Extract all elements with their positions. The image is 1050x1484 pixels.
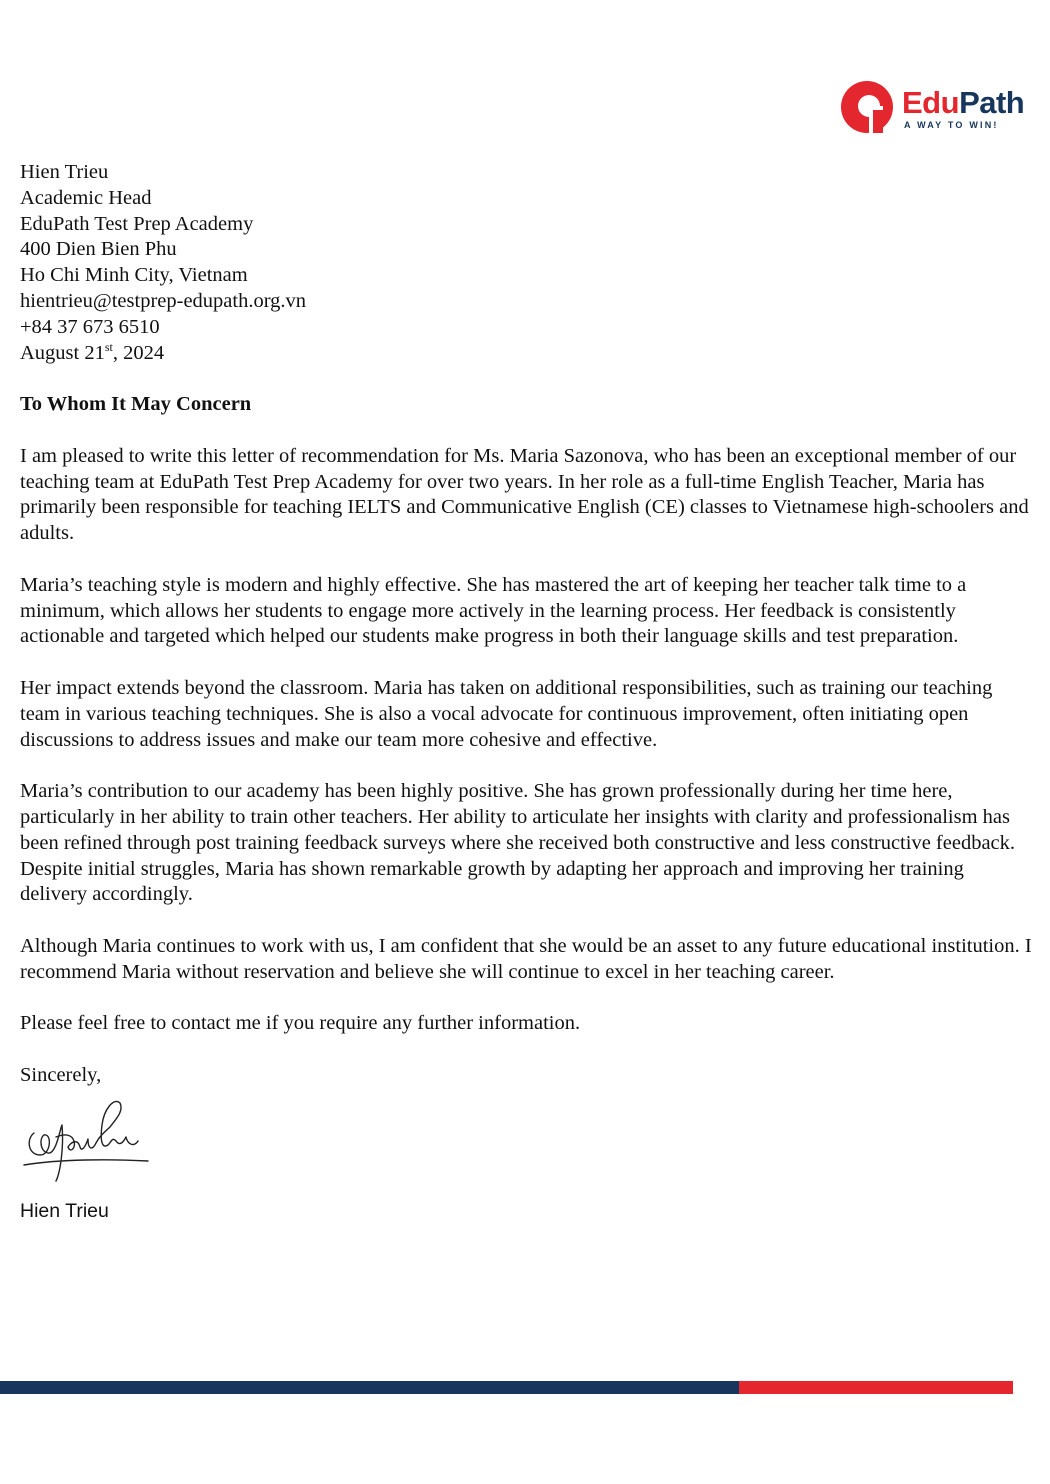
paragraph-4: Maria’s contribution to our academy has been highly positive. She has grown professionally during her time here, particularly in her ability to train other teachers. Her ability to articulate her insights with clarity and professionalism has been refined through post training feedback surveys where she received both constructive and less constructive feedback. Despite initial struggles, Maria has shown remarkable growth by adapting her approach and improving her training delivery accordingly. bbox=[20, 780, 1016, 906]
signature-name: Hien Trieu bbox=[20, 1199, 109, 1222]
paragraph-5: Although Maria continues to work with us, I am confident that she would be an asset to any future educational institution. I recommend Maria without reservation and believe she will continue to excel in her teaching career. bbox=[20, 934, 1032, 983]
signature-image bbox=[20, 1089, 150, 1189]
letter-body bbox=[20, 160, 1035, 1224]
edupath-logo-icon bbox=[841, 81, 893, 133]
paragraph-2: Maria’s teaching style is modern and highly effective. She has mastered the art of keeping her teacher talk time to a minimum, which allows her students to engage more actively in the learning process. Her feedback is consistently actionable and targeted which helped our students make progress in both their language skills and test preparation. bbox=[20, 573, 967, 648]
date-year: , 2024 bbox=[112, 341, 165, 364]
sender-name: Hien Trieu bbox=[20, 161, 109, 183]
sender-city: Ho Chi Minh City, Vietnam bbox=[20, 264, 248, 287]
sender-block bbox=[20, 160, 1035, 366]
sender-organization: EduPath Test Prep Academy bbox=[20, 212, 254, 235]
paragraph-3: Her impact extends beyond the classroom. Maria has taken on additional responsibilities, such as training our teaching team in various teaching techniques. She is also a vocal advocate for continuous improvement, often initiating open discussions to address issues and make our team more cohesive and effective. bbox=[20, 676, 993, 751]
paragraph-6: Please feel free to contact me if you require any further information. bbox=[20, 1012, 581, 1035]
logo-wordmark-edu: Edu bbox=[902, 85, 960, 120]
sender-street: 400 Dien Bien Phu bbox=[20, 238, 177, 261]
paragraph-1: I am pleased to write this letter of recommendation for Ms. Maria Sazonova, who has been an exceptional member of our teaching team at EduPath Test Prep Academy for over two years. In her role as a full-time English Teacher, Maria has primarily been responsible for teaching IELTS and Communicative English (CE) classes to Vietnamese high-schoolers and adults. bbox=[20, 444, 1029, 545]
sender-title: Academic Head bbox=[20, 186, 152, 209]
date-month-day: August 21 bbox=[20, 341, 105, 364]
footer-bar-red bbox=[739, 1381, 1013, 1394]
letter-date bbox=[20, 341, 1035, 367]
footer-bar bbox=[0, 1381, 1013, 1394]
closing: Sincerely, bbox=[20, 1063, 102, 1086]
salutation: To Whom It May Concern bbox=[20, 393, 252, 416]
logo-tagline: A WAY TO WIN! bbox=[904, 120, 999, 130]
footer-bar-navy bbox=[0, 1381, 739, 1394]
sender-email: hientrieu@testprep-edupath.org.vn bbox=[20, 289, 307, 312]
logo-wordmark-path: Path bbox=[959, 85, 1025, 120]
edupath-logo bbox=[840, 80, 1030, 138]
sender-phone: +84 37 673 6510 bbox=[20, 315, 160, 338]
logo-wordmark bbox=[902, 85, 1024, 120]
date-suffix: st bbox=[104, 339, 113, 354]
